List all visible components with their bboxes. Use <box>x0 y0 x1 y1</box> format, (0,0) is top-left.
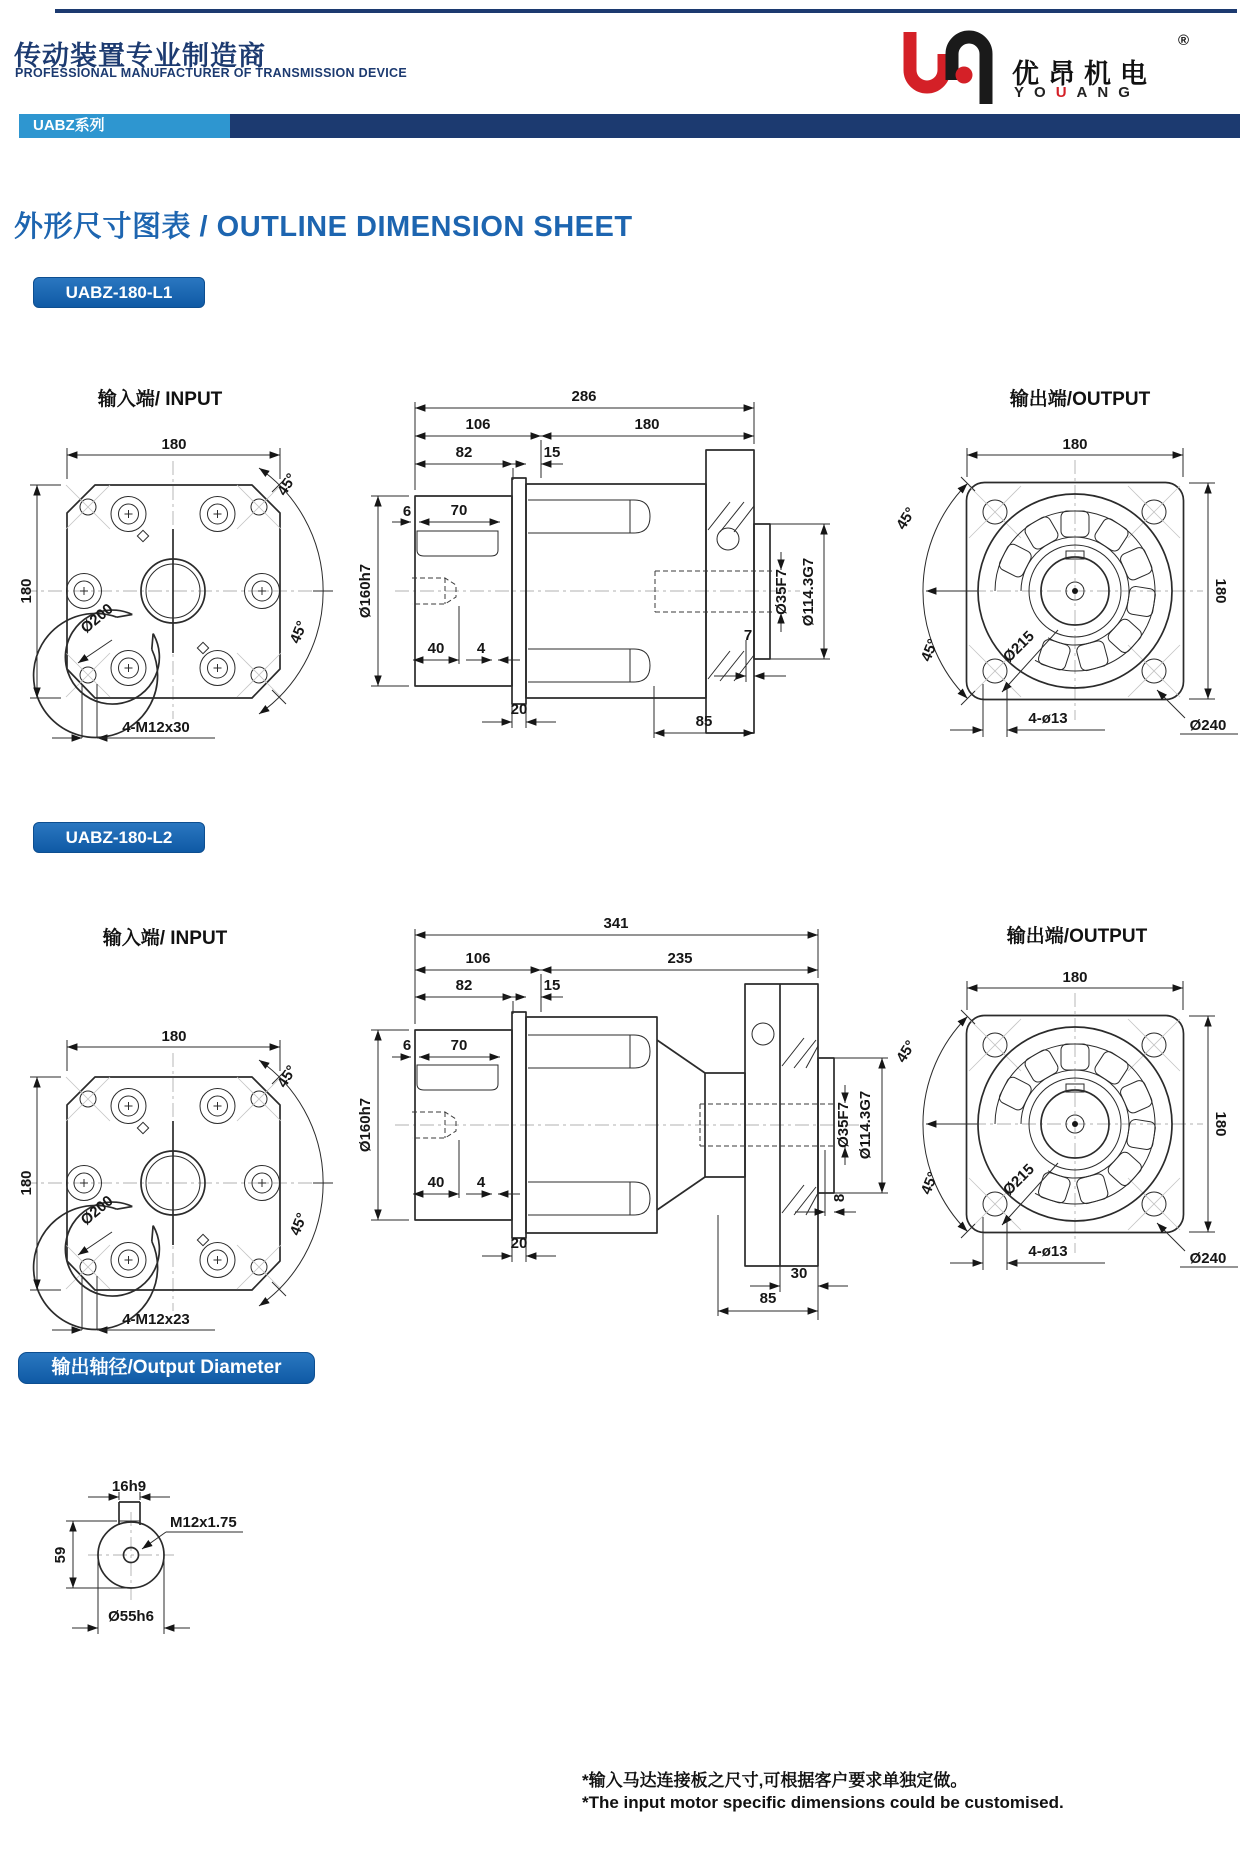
svg-text:7: 7 <box>743 627 753 644</box>
svg-text:106: 106 <box>465 950 491 967</box>
svg-text:Ø215: Ø215 <box>999 1160 1038 1199</box>
shaft-labels <box>52 1478 237 1625</box>
l1-input-heading: 输入端/ INPUT <box>97 389 223 410</box>
svg-text:20: 20 <box>510 701 528 718</box>
svg-text:286: 286 <box>571 388 597 405</box>
svg-text:70: 70 <box>450 1037 468 1054</box>
svg-text:Ø114.3G7: Ø114.3G7 <box>857 1090 874 1160</box>
svg-text:6: 6 <box>402 1037 412 1054</box>
footnote-zh: *输入马达连接板之尺寸,可根据客户要求单独定做。 <box>582 1771 968 1790</box>
model-badge-uabz-180-l1: UABZ-180-L1 <box>33 277 205 308</box>
svg-text:45°: 45° <box>286 618 311 647</box>
l2-output-labels <box>893 969 1229 1267</box>
svg-text:82: 82 <box>455 444 473 461</box>
output-diameter-badge: 输出轴径/Output Diameter <box>18 1352 315 1384</box>
svg-text:45°: 45° <box>286 1210 311 1239</box>
svg-text:40: 40 <box>427 1174 445 1191</box>
svg-text:85: 85 <box>695 713 713 730</box>
svg-text:Ø160h7: Ø160h7 <box>357 563 374 619</box>
svg-text:45°: 45° <box>892 504 920 533</box>
svg-text:Ø114.3G7: Ø114.3G7 <box>800 557 817 627</box>
svg-text:30: 30 <box>790 1265 808 1282</box>
svg-text:70: 70 <box>450 502 468 519</box>
svg-text:180: 180 <box>1212 1111 1229 1137</box>
svg-text:4-M12x23: 4-M12x23 <box>122 1311 190 1328</box>
l2-side-view <box>371 929 888 1320</box>
svg-text:45°: 45° <box>892 1037 920 1066</box>
logo-brand-en: YOUANG <box>1014 84 1140 101</box>
registered-trademark-icon: ® <box>1178 32 1190 49</box>
header-rule <box>55 9 1237 13</box>
svg-text:45°: 45° <box>917 1169 942 1198</box>
svg-text:4-M12x30: 4-M12x30 <box>122 719 190 736</box>
svg-text:106: 106 <box>465 416 491 433</box>
l2-side-labels <box>357 915 874 1307</box>
svg-text:235: 235 <box>667 950 693 967</box>
svg-text:Ø35F7: Ø35F7 <box>835 1102 852 1148</box>
company-name-en: PROFESSIONAL MANUFACTURER OF TRANSMISSION DEVICE <box>15 66 407 80</box>
svg-text:180: 180 <box>161 1028 187 1045</box>
series-tab: UABZ系列 <box>19 114 230 138</box>
svg-text:Ø160h7: Ø160h7 <box>357 1097 374 1153</box>
svg-text:180: 180 <box>161 436 187 453</box>
svg-text:Ø55h6: Ø55h6 <box>108 1608 154 1625</box>
svg-text:180: 180 <box>18 1170 35 1196</box>
svg-text:4: 4 <box>476 1174 486 1191</box>
svg-text:Ø240: Ø240 <box>1189 717 1227 734</box>
svg-text:341: 341 <box>603 915 629 932</box>
svg-text:180: 180 <box>18 578 35 604</box>
svg-text:40: 40 <box>427 640 445 657</box>
company-logo <box>900 26 1230 108</box>
model-badge-uabz-180-l2: UABZ-180-L2 <box>33 822 205 853</box>
svg-text:180: 180 <box>1212 578 1229 604</box>
svg-text:85: 85 <box>759 1290 777 1307</box>
logo-brand-zh: 优昂机电 <box>1012 59 1156 89</box>
svg-text:8: 8 <box>831 1193 848 1203</box>
l1-output-labels <box>893 436 1229 734</box>
series-band <box>230 114 1240 138</box>
footnotes <box>582 1770 1064 1814</box>
l1-input-labels <box>18 436 311 736</box>
svg-text:45°: 45° <box>917 636 942 665</box>
svg-text:180: 180 <box>634 416 660 433</box>
svg-text:4-ø13: 4-ø13 <box>1028 710 1068 727</box>
svg-text:Ø240: Ø240 <box>1189 1250 1227 1267</box>
svg-text:Ø200: Ø200 <box>77 1192 117 1229</box>
svg-text:82: 82 <box>455 977 473 994</box>
svg-text:16h9: 16h9 <box>111 1478 147 1495</box>
svg-text:20: 20 <box>510 1235 528 1252</box>
svg-text:4: 4 <box>476 640 486 657</box>
l1-output-heading: 输出端/OUTPUT <box>1009 389 1151 410</box>
svg-text:Ø215: Ø215 <box>999 627 1038 666</box>
svg-text:59: 59 <box>52 1546 69 1564</box>
svg-text:6: 6 <box>402 503 412 520</box>
page-title: 外形尺寸图表 / OUTLINE DIMENSION SHEET <box>14 211 633 243</box>
svg-text:45°: 45° <box>273 470 301 499</box>
footnote-en: *The input motor specific dimensions could be customised. <box>582 1793 1064 1812</box>
svg-text:45°: 45° <box>273 1062 301 1091</box>
l2-input-heading: 输入端/ INPUT <box>102 928 228 949</box>
svg-text:Ø200: Ø200 <box>77 600 117 637</box>
l2-output-heading: 输出端/OUTPUT <box>1006 926 1148 947</box>
company-name-zh: 传动装置专业制造商 <box>14 41 266 71</box>
l2-input-labels <box>18 1028 311 1328</box>
svg-text:M12x1.75: M12x1.75 <box>170 1514 237 1531</box>
svg-text:180: 180 <box>1062 436 1088 453</box>
svg-text:15: 15 <box>543 444 561 461</box>
l1-side-view <box>371 402 830 738</box>
svg-text:15: 15 <box>543 977 561 994</box>
logo-ua-icon <box>900 28 1008 108</box>
l1-side-labels <box>357 388 817 730</box>
svg-text:Ø35F7: Ø35F7 <box>773 569 790 615</box>
svg-text:180: 180 <box>1062 969 1088 986</box>
svg-text:4-ø13: 4-ø13 <box>1028 1243 1068 1260</box>
